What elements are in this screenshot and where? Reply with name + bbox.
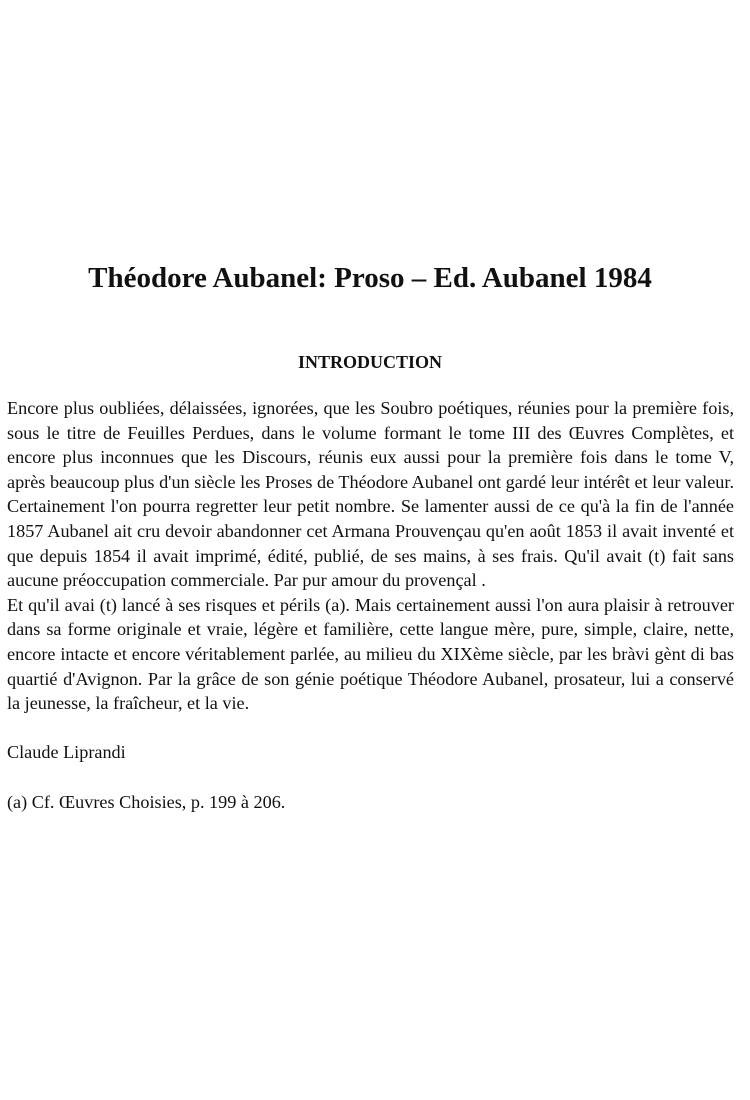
blank-line xyxy=(7,765,734,790)
signature: Claude Liprandi xyxy=(7,742,126,763)
document-title: Théodore Aubanel: Proso – Ed. Aubanel 1984 xyxy=(88,262,652,294)
blank-line xyxy=(7,716,734,741)
section-heading: INTRODUCTION xyxy=(297,352,443,372)
paragraph-1: Encore plus oubliées, délaissées, ignorées, que les Soubro poétiques, réunies pour la première fois, sous le titre de Feuilles Perdues, dans le volume formant le tome III des Œuvres Complètes, et encore plus inconnues que les Discours, réunis eux aussi pour la première fois dans le tome V, après beaucoup plus d'un siècle les Proses de Théodore Aubanel ont gardé leur intérêt et leur valeur. Certainement l'on pourra regretter leur petit nombre. Se lamenter aussi de ce qu'à la fin de l'année 1857 Aubanel ait cru devoir abandonner cet Armana Prouvençau qu'en août 1853 il avait inventé et que depuis 1854 il avait imprimé, édité, publié, de ses mains, à ses frais. Qu'il avait (t) fait sans aucune préoccupation commerciale. Par pur amour du provençal . xyxy=(7,398,734,591)
introduction-body xyxy=(7,396,734,814)
paragraph-2: Et qu'il avai (t) lancé à ses risques et périls (a). Mais certainement aussi l'on aura plaisir à retrouver dans sa forme originale et vraie, légère et familière, cette langue mère, pure, simple, claire, nette, encore intacte et encore véritablement parlée, au milieu du XIXème siècle, par les bràvi gènt di bas quartié d'Avignon. Par la grâce de son génie poétique Théodore Aubanel, prosateur, lui a conservé la jeunesse, la fraîcheur, et la vie. xyxy=(7,594,734,714)
footnote: (a) Cf. Œuvres Choisies, p. 199 à 206. xyxy=(7,791,286,812)
